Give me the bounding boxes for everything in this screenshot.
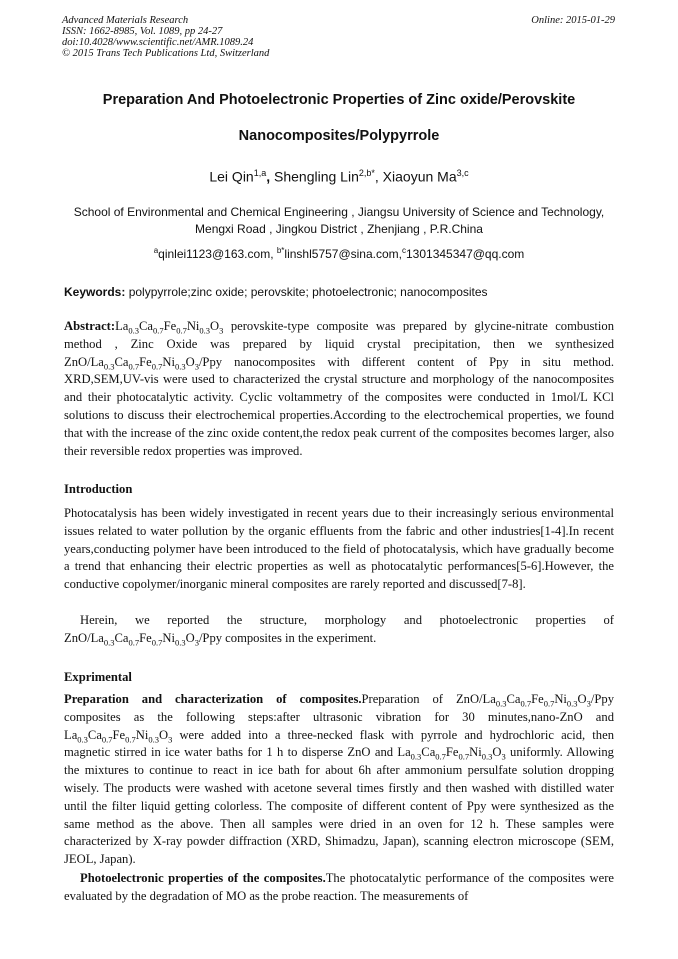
email-link[interactable]: qinlei1123@163.com, (158, 247, 277, 261)
intro-paragraph-2 (64, 612, 614, 648)
formula-element: O (210, 319, 220, 333)
formula-subscript: 0.3 (410, 751, 422, 762)
formula-element: Ni (469, 745, 482, 760)
formula-subscript: 0.7 (125, 734, 136, 745)
intro-text: /Ppy composites in the experiment. (198, 630, 377, 645)
intro-text: Herein, we reported the structure, morphology and photoelectronic properties of ZnO/ (64, 613, 614, 645)
email-sup: c (402, 246, 406, 255)
formula-element: La (90, 354, 104, 369)
email-sup: a (153, 246, 159, 255)
formula-subscript: 0.7 (128, 637, 140, 648)
exp-text: The photocatalytic performance of the composites were evaluated by the degradation of MO as the probe reaction. The measurements of (64, 871, 614, 903)
formula-subscript: 0.3 (174, 637, 186, 648)
journal-name: Advanced Materials Research (62, 15, 189, 26)
formula-element: Fe (163, 319, 177, 333)
formula-subscript: 3 (219, 325, 224, 336)
exp-text: /Ppy composites as the following steps:after ultrasonic vibration for 30 minutes,nano-ZnO and (64, 692, 614, 724)
author-name: Shengling Lin (274, 168, 359, 185)
formula-subscript: 0.3 (199, 325, 211, 336)
formula (482, 692, 591, 709)
formula-element: Ca (506, 692, 521, 706)
intro-paragraph-1: Photocatalysis has been widely investigated in recent years due to their increasingly serious environmental issues related to water pollution by the organic effluents from the fabric and other industries[1-4].In recent years,conducting polymer have been introduced to the field of photocatalysis, which have gradually become a trend that enhancing their electric properties as well as photocatalytic performances[5-6].However, the conductive copolymer/inorganic mineral composites are rarely reported and discussed[7-8]. (64, 506, 614, 592)
formula-subscript: 0.3 (103, 637, 115, 648)
paper-title-line1: Preparation And Photoelectronic Properties of Zinc oxide/Perovskite (102, 92, 576, 108)
formula (115, 319, 224, 336)
formula-element: Ca (421, 745, 436, 760)
formula (90, 354, 199, 372)
exp-text: uniformly. Allowing the mixtures to continue to react in ice bath for about 6h after ammonium persulfate solution dropping wisely. The products were washed with acetone several times firstly and then washed with distilled water until the filter liquid getting colorless. The composite of different content of Ppy were synthesized as the same method as the above. Then all samples were dried in an oven for 12 h. These samples were characterized by X-ray powder diffraction (XRD, Shimadzu, Japan), scanning electron microscope (SEM, JEOL, Japan). (64, 745, 614, 867)
formula-subscript: 0.7 (128, 361, 140, 372)
keywords (64, 285, 624, 299)
formula-subscript: 0.3 (174, 361, 186, 372)
email-link[interactable]: 1301345347@qq.com (406, 247, 525, 261)
abstract-label: Abstract: (64, 319, 116, 333)
experimental-paragraph-2 (64, 870, 614, 906)
formula-element: Ca (138, 319, 153, 333)
formula-element: La (482, 692, 496, 706)
formula (397, 745, 506, 762)
subsection-title: Preparation and characterization of composites. (64, 692, 362, 706)
exp-text: were added into a three-necked flask with pyrrole and hydrochloric acid, then magnetic stirred in ice water baths for 1 h to disperse ZnO and (64, 727, 614, 760)
formula-element: O (577, 692, 587, 706)
journal-header (62, 15, 269, 59)
paper-title-line2: Nanocomposites/Polypyrrole (238, 128, 440, 144)
email-link[interactable]: linshl5757@sina.com, (284, 247, 402, 261)
author-sup: 3,c (456, 168, 469, 178)
formula-element: La (397, 745, 411, 760)
keywords-label: Keywords: (64, 285, 126, 299)
abstract-text: /Ppy nanocomposites with different content of Ppy in situ method. XRD,SEM,UV-vis were used to characterized the crystal structure and morphology of the nanocomposites and their photocatalytic activity. Cyclic voltammetry of the composites were conducted in 1mol/L KCl solutions to discuss their electrochemical properties.According to the electrochemical properties, we found that with the increase of the zinc oxide content,the redox peak current of the composites becomes larger, also their reversible redox properties was improved. (64, 354, 614, 458)
abstract (64, 318, 614, 460)
formula-element: Fe (112, 727, 126, 742)
formula-subscript: 0.7 (151, 361, 163, 372)
doi: doi:10.4028/www.scientific.net/AMR.1089.24 (62, 37, 254, 48)
formula-element: Fe (139, 630, 152, 645)
formula-element: Ni (554, 692, 567, 706)
online-date: Online: 2015-01-29 (531, 15, 615, 26)
formula-subscript: 3 (194, 637, 199, 648)
author-sup: 2,b* (358, 168, 375, 178)
formula-subscript: 0.3 (103, 361, 115, 372)
formula-element: Ni (162, 630, 175, 645)
formula-element: Ni (186, 319, 200, 333)
formula-subscript: 0.7 (176, 325, 187, 336)
exp-text: Preparation of ZnO/ (361, 692, 483, 706)
formula-element: La (115, 319, 129, 333)
author-name: Xiaoyun Ma (382, 168, 457, 185)
formula-subscript: 0.7 (435, 751, 446, 762)
formula-subscript: 3 (194, 361, 199, 372)
affiliation-line1: School of Environmental and Chemical Engineering , Jiangsu University of Science and Technology, (73, 205, 605, 219)
formula-element: Fe (531, 692, 544, 706)
formula-element: Ca (114, 630, 129, 645)
formula-subscript: 0.3 (148, 734, 159, 745)
formula-element: O (492, 745, 502, 760)
formula-subscript: 0.3 (495, 698, 507, 709)
experimental-paragraph-1 (64, 691, 614, 869)
formula-subscript: 0.3 (566, 698, 578, 709)
formula (64, 727, 173, 745)
subsection-title: Photoelectronic properties of the composites. (80, 871, 326, 885)
author-name: Lei Qin (209, 168, 254, 185)
formula-subscript: 0.7 (520, 698, 532, 709)
abstract-text: perovskite-type composite was prepared by glycine-nitrate combustion method , Zinc Oxide was prepared by liquid crystal precipitation, then we synthesized ZnO/ (64, 319, 614, 369)
formula (90, 630, 199, 648)
formula-element: O (185, 630, 195, 645)
formula-subscript: 0.3 (481, 751, 493, 762)
section-heading-experimental: Exprimental (64, 670, 132, 684)
formula-element: O (158, 727, 169, 742)
issn: ISSN: 1662-8985, Vol. 1089, pp 24-27 (62, 26, 223, 37)
formula-subscript: 0.3 (128, 325, 139, 336)
formula-element: Ca (114, 354, 129, 369)
formula-subscript: 3 (501, 751, 506, 762)
formula-subscript: 0.7 (458, 751, 470, 762)
formula-element: Ni (162, 354, 175, 369)
formula-element: Ni (135, 727, 149, 742)
formula-element: La (90, 630, 104, 645)
author-emails (40, 246, 638, 261)
formula-subscript: 3 (168, 734, 173, 745)
author-list: Lei Qin$^{1,a}$, Shengling Lin$^{2,b*}$, Xiaoyun Ma$^{3,c}$ (209, 168, 469, 185)
keywords-text: polypyrrole;zinc oxide; perovskite; photoelectronic; nanocomposites (125, 285, 488, 299)
formula-subscript: 0.7 (151, 637, 163, 648)
copyright: © 2015 Trans Tech Publications Ltd, Switzerland (62, 48, 270, 59)
formula-element: Fe (139, 354, 152, 369)
email-sup: b* (276, 246, 285, 255)
formula-element: O (185, 354, 195, 369)
formula-element: Fe (445, 745, 459, 760)
formula-subscript: 0.7 (543, 698, 555, 709)
author-sup: 1,a (253, 168, 267, 178)
affiliation-line2: Mengxi Road , Jingkou District , Zhenjiang , P.R.China (195, 222, 483, 236)
formula-subscript: 3 (586, 698, 591, 709)
formula-element: La (64, 727, 78, 742)
formula-subscript: 0.7 (152, 325, 164, 336)
formula-element: Ca (87, 727, 102, 742)
section-heading-introduction: Introduction (64, 482, 133, 496)
formula-subscript: 0.3 (77, 734, 88, 745)
formula-subscript: 0.7 (101, 734, 113, 745)
